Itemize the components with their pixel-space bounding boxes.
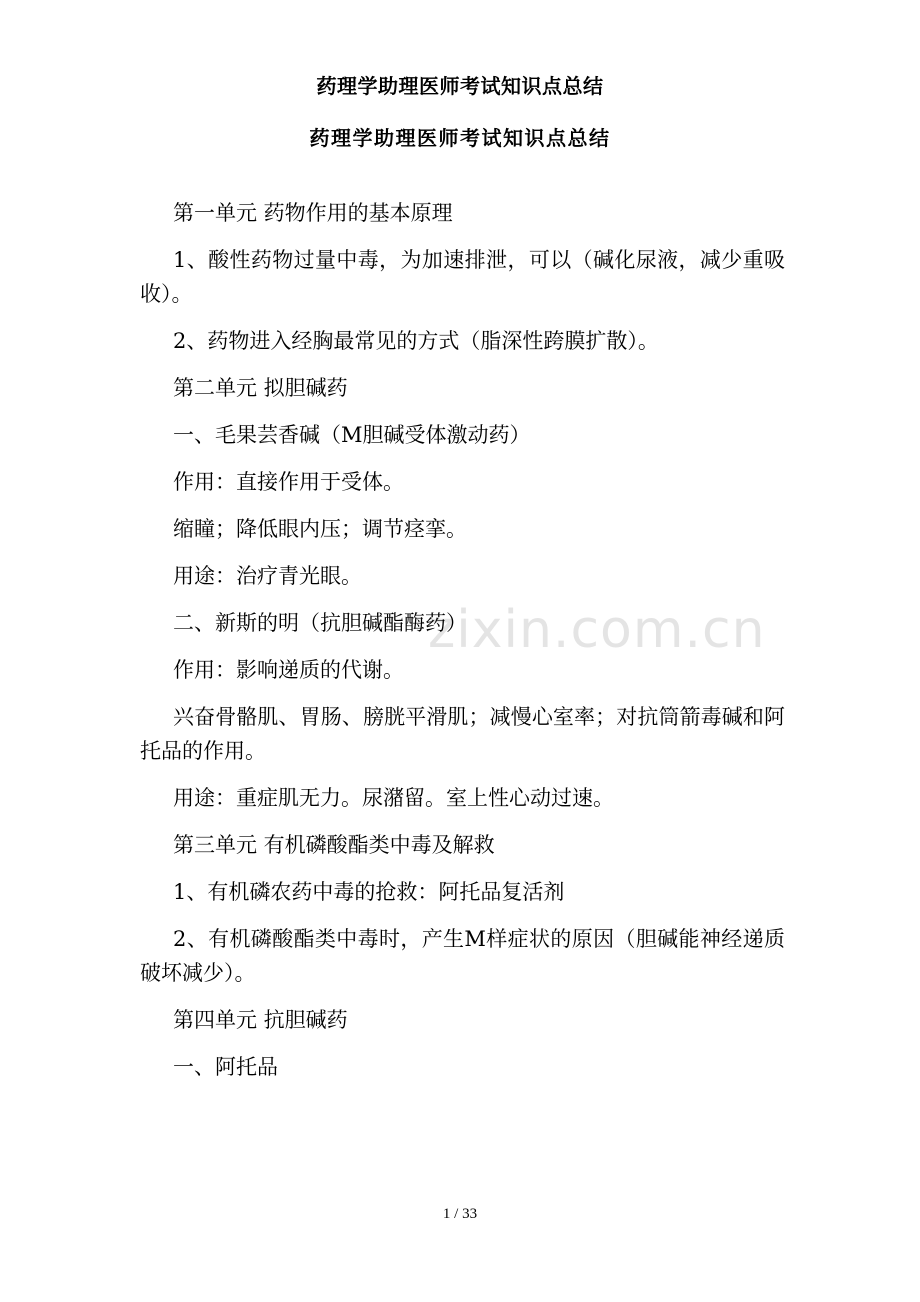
unit-heading-4: 第四单元 抗胆碱药 xyxy=(173,1008,348,1032)
subheading-neostigmine: 二、新斯的明（抗胆碱酯酶药） xyxy=(173,611,467,635)
unit-heading-1: 第一单元 药物作用的基本原理 xyxy=(173,201,453,225)
paragraph-1: 1、酸性药物过量中毒，为加速排泄，可以（碱化尿液，减少重吸收）。 xyxy=(140,248,785,306)
document-subtitle: 药理学助理医师考试知识点总结 xyxy=(309,126,611,150)
paragraph-4: 缩瞳；降低眼内压；调节痉挛。 xyxy=(173,517,467,541)
paragraph-9: 1、有机磷农药中毒的抢救：阿托品复活剂 xyxy=(173,880,565,904)
paragraph-3: 作用：直接作用于受体。 xyxy=(173,470,404,494)
document-body xyxy=(140,196,785,1097)
document-title: 药理学助理医师考试知识点总结 xyxy=(316,74,604,98)
subheading-atropine: 一、阿托品 xyxy=(173,1055,278,1079)
subheading-pilocarpine: 一、毛果芸香碱（M胆碱受体激动药） xyxy=(173,423,531,447)
watermark: zixin.com.cn xyxy=(428,600,766,660)
page-indicator: 1 / 33 xyxy=(442,1206,478,1222)
paragraph-2: 2、药物进入经胸最常见的方式（脂深性跨膜扩散）。 xyxy=(173,329,659,353)
paragraph-7: 兴奋骨骼肌、胃肠、膀胱平滑肌；减慢心室率；对抗筒箭毒碱和阿托品的作用。 xyxy=(140,705,785,763)
paragraph-10: 2、有机磷酸酯类中毒时，产生M样症状的原因（胆碱能神经递质破坏减少）。 xyxy=(140,927,785,985)
paragraph-8: 用途：重症肌无力。尿潴留。室上性心动过速。 xyxy=(173,786,614,810)
paragraph-5: 用途：治疗青光眼。 xyxy=(173,564,362,588)
unit-heading-3: 第三单元 有机磷酸酯类中毒及解救 xyxy=(173,833,495,857)
paragraph-6: 作用：影响递质的代谢。 xyxy=(173,658,404,682)
unit-heading-2: 第二单元 拟胆碱药 xyxy=(173,376,348,400)
